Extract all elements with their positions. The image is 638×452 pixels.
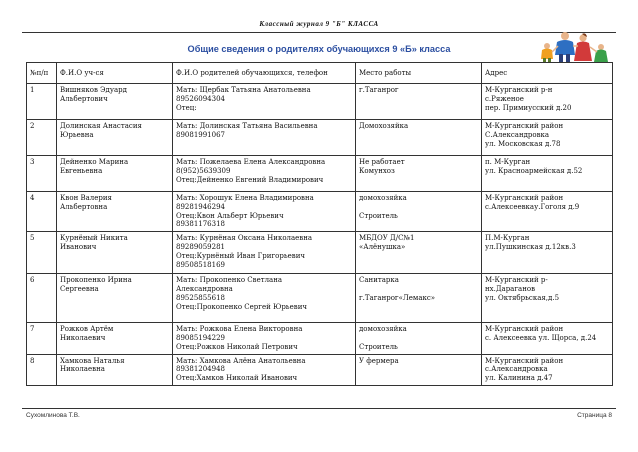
cell-line: Альбертовна [60, 202, 108, 211]
cell-address [482, 156, 613, 192]
cell-work [356, 323, 482, 354]
cell-line: Отец:Рожков Николай Петрович [176, 342, 298, 351]
cell-address [482, 192, 613, 232]
cell-line: Хамкова Наталья [60, 356, 125, 365]
cell-work [356, 84, 482, 120]
cell-student [57, 354, 173, 385]
cell-line: М-Курганский р- [485, 276, 548, 285]
cell-address [482, 274, 613, 323]
cell-line: г.Таганрог«Лемакс» [359, 293, 436, 302]
page-subtitle: Общие сведения о родителях обучающихся 9 «Б» класса [187, 44, 451, 54]
cell-line: домохозяйка [359, 194, 407, 202]
footer-divider [22, 408, 616, 409]
journal-header: Классный журнал 9 "Б" КЛАССА [259, 20, 379, 28]
cell-student [57, 156, 173, 192]
cell-line: Отец:Квон Альберт Юрьевич [176, 211, 284, 220]
cell-line: «Алёнушка» [359, 242, 406, 251]
cell-line: ул. Калинина д.47 [485, 374, 553, 383]
cell-line: Рожков Артём [60, 325, 114, 334]
cell-line: 89381204948 [176, 365, 225, 374]
cell-line: с.Ряженое [485, 94, 524, 103]
cell-line: 89525855618 [176, 293, 225, 302]
cell-line: с. Алексеевка ул. Щорса, д.24 [485, 333, 597, 342]
cell-line: нх.Дараганов [485, 284, 536, 293]
cell-address [482, 354, 613, 385]
cell-line: Юрьевна [60, 130, 94, 139]
cell-work [356, 120, 482, 156]
cell-line: Строитель [359, 211, 398, 220]
cell-num: 8 [27, 354, 57, 385]
cell-line: Альбертович [60, 94, 108, 103]
table-row [27, 323, 613, 354]
cell-line: 89085194229 [176, 333, 225, 342]
cell-parents [173, 192, 356, 232]
cell-num: 1 [27, 84, 57, 120]
cell-line: М-Курганский р-н [485, 86, 553, 94]
cell-student [57, 84, 173, 120]
cell-line: 89381176318 [176, 220, 225, 229]
col-header-address: Адрес [482, 63, 613, 84]
cell-line: Вишняков Эдуард [60, 86, 127, 94]
cell-line: г.Таганрог [359, 86, 399, 94]
cell-parents [173, 84, 356, 120]
cell-line: ул.Пушкинская д.12кв.3 [485, 242, 576, 251]
cell-num: 7 [27, 323, 57, 354]
table-row [27, 354, 613, 385]
cell-address [482, 232, 613, 274]
cell-line: ул. Октябрьская,д.5 [485, 293, 560, 302]
cell-line: ул. Красноармейская д.52 [485, 166, 583, 175]
cell-line [359, 334, 478, 343]
cell-line: Отец:Хамков Николай Иванович [176, 374, 298, 383]
col-header-num: №п/п [27, 63, 57, 84]
cell-parents [173, 120, 356, 156]
table-row [27, 120, 613, 156]
cell-line: Прокопенко Ирина [60, 276, 132, 285]
cell-parents [173, 323, 356, 354]
col-header-student: Ф.И.О уч-ся [57, 63, 173, 84]
cell-line: Не работает [359, 158, 405, 166]
cell-line [359, 285, 478, 294]
cell-student [57, 274, 173, 323]
parents-table [26, 62, 613, 386]
cell-address [482, 84, 613, 120]
cell-line: ул. Московская д.78 [485, 139, 561, 148]
cell-work [356, 274, 482, 323]
cell-line: Мать: Курнёная Оксана Николаевна [176, 234, 313, 243]
cell-line: Квон Валерия [60, 194, 112, 202]
cell-line: Мать: Пожелаева Елена Александровна [176, 158, 326, 166]
cell-line: Николаевич [60, 333, 106, 342]
cell-line: Александровна [176, 284, 233, 293]
cell-num: 2 [27, 120, 57, 156]
cell-line: Отец:Курнёный Иван Григорьевич [176, 251, 306, 260]
cell-line: Отец: [176, 103, 197, 112]
cell-line: Сергеевна [60, 284, 99, 293]
footer-page-number: Страница 8 [577, 412, 612, 419]
cell-line: Евгеньевна [60, 166, 103, 175]
table-row [27, 84, 613, 120]
cell-line: Курнёный Никита [60, 234, 128, 243]
footer-author: Сухомлинова Т.В. [26, 412, 80, 419]
cell-line: Комунхоз [359, 166, 395, 175]
cell-line: Мать: Прокопенко Светлана [176, 276, 283, 285]
cell-address [482, 120, 613, 156]
table-row [27, 192, 613, 232]
cell-line: домохозяйка [359, 325, 407, 334]
table-row [27, 156, 613, 192]
cell-line: М-Курганский район [485, 194, 564, 202]
cell-num: 6 [27, 274, 57, 323]
family-clipart-icon [535, 30, 613, 64]
cell-line [359, 203, 478, 212]
cell-num: 4 [27, 192, 57, 232]
cell-line: 8(952)5639309 [176, 166, 231, 175]
cell-line: М-Курганский район [485, 122, 564, 130]
cell-line: Санитарка [359, 276, 399, 285]
cell-line: Строитель [359, 342, 398, 351]
cell-parents [173, 354, 356, 385]
cell-line: Мать: Хорошук Елена Владимировна [176, 194, 314, 202]
cell-student [57, 232, 173, 274]
cell-line: Дейненко Марина [60, 158, 129, 166]
cell-parents [173, 274, 356, 323]
cell-parents [173, 232, 356, 274]
cell-line: п. М-Курган [485, 158, 531, 166]
cell-line: 89281946294 [176, 202, 225, 211]
cell-line: Домохозяйка [359, 122, 409, 130]
cell-line: Мать: Долинская Татьяна Васильевна [176, 122, 318, 130]
cell-line: Долинская Анастасия [60, 122, 142, 130]
cell-line: Отец:Дейненко Евгений Владимирович [176, 175, 324, 184]
cell-line: пер. Примиусский д.20 [485, 103, 572, 112]
cell-line: 89526094304 [176, 94, 225, 103]
cell-student [57, 323, 173, 354]
cell-line: У фермера [359, 356, 399, 365]
cell-line: 89508518169 [176, 260, 225, 269]
col-header-work: Место работы [356, 63, 482, 84]
cell-line: М-Курганский район [485, 356, 564, 365]
cell-line: Николаевна [60, 365, 105, 374]
cell-num: 5 [27, 232, 57, 274]
table-header-row [27, 63, 613, 84]
cell-num: 3 [27, 156, 57, 192]
table-row [27, 232, 613, 274]
cell-student [57, 192, 173, 232]
cell-parents [173, 156, 356, 192]
cell-student [57, 120, 173, 156]
cell-line: М-Курганский район [485, 325, 564, 334]
cell-line: с.Александровка [485, 365, 548, 374]
cell-line: 89081991067 [176, 130, 225, 139]
table-row [27, 274, 613, 323]
cell-work [356, 156, 482, 192]
cell-line: П.М-Курган [485, 234, 530, 243]
cell-work [356, 192, 482, 232]
cell-address [482, 323, 613, 354]
cell-line: Иванович [60, 242, 97, 251]
cell-work [356, 232, 482, 274]
col-header-parents: Ф.И.О родителей обучающихся, телефон [173, 63, 356, 84]
cell-line: С.Александровка [485, 130, 550, 139]
cell-line: Мать: Хамкова Алёна Анатольевна [176, 356, 306, 365]
header-divider [22, 32, 616, 33]
cell-line: Отец:Прокопенко Сергей Юрьевич [176, 302, 307, 311]
cell-line: 89289059281 [176, 242, 225, 251]
cell-line: с.Алексеевкау.Гоголя д.9 [485, 202, 580, 211]
cell-work [356, 354, 482, 385]
cell-line: Мать: Рожкова Елена Викторовна [176, 325, 303, 334]
cell-line: Мать: Щербак Татьяна Анатольевна [176, 86, 311, 94]
cell-line: МБДОУ Д/С№1 [359, 234, 415, 243]
